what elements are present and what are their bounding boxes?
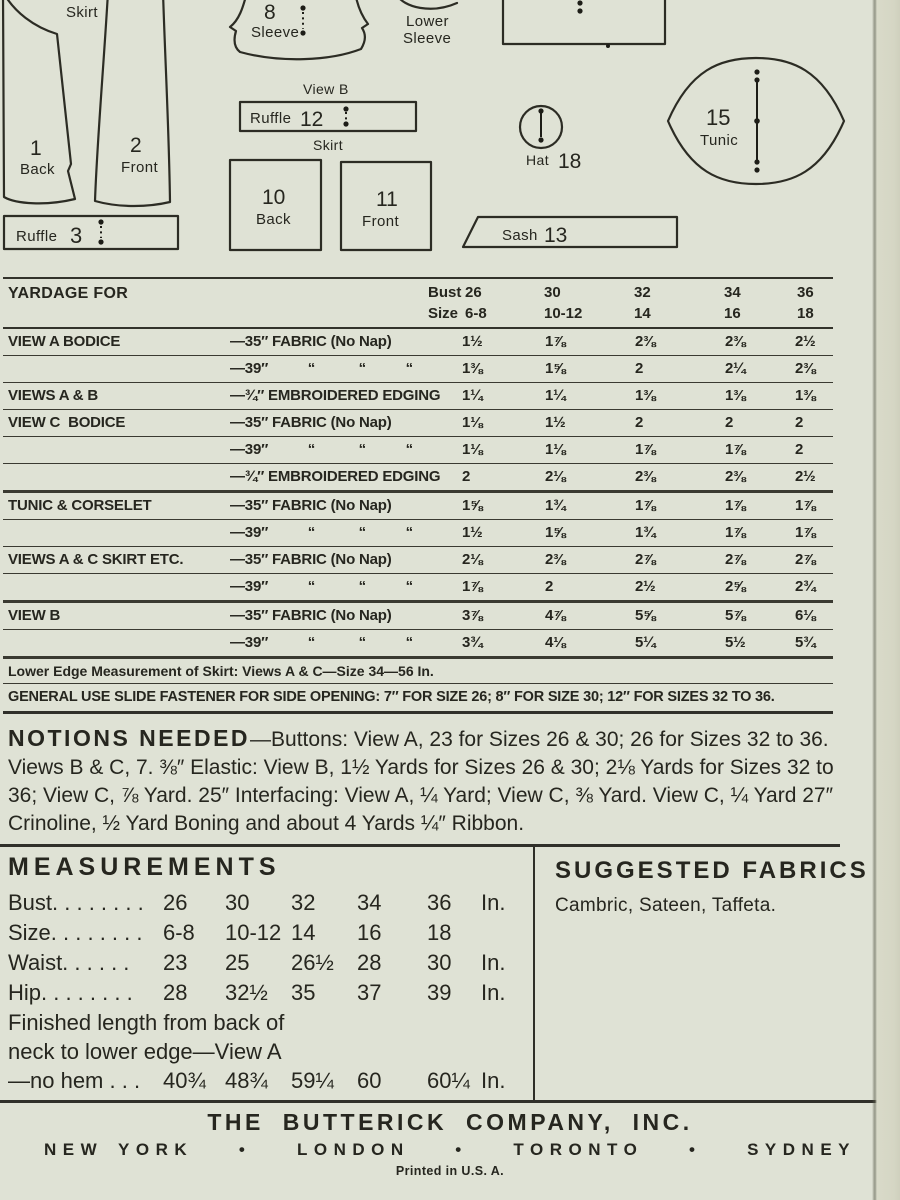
notions-paragraph: [0, 714, 840, 847]
view-b-label: View B: [303, 81, 349, 97]
measurements-rows: [8, 888, 533, 1008]
yardage-value: 1⅜: [725, 387, 746, 404]
yardage-value: 1⅞: [635, 497, 656, 514]
measurement-value: 28: [357, 950, 382, 975]
lower-sleeve-piece: [396, 0, 457, 9]
lower-sleeve-label-1: Lower: [406, 13, 449, 30]
measurement-value: 16: [357, 920, 382, 945]
yardage-row-spec: —35″ FABRIC (No Nap): [230, 497, 392, 514]
yardage-row: [3, 493, 833, 520]
yardage-row-label: [8, 520, 230, 546]
piece1-name: Back: [20, 161, 55, 178]
yardage-row: [3, 329, 833, 356]
yardage-row-label: VIEW A BODICE: [8, 333, 121, 350]
yardage-row-label: VIEWS A & B: [8, 387, 99, 404]
yardage-value: 1⅛: [462, 414, 483, 431]
yardage-value: 2⅜: [545, 551, 566, 568]
measurement-value: 48¾: [225, 1068, 268, 1093]
measurement-row: [8, 978, 533, 1008]
notions-text: —Buttons: View A, 23 for Sizes 26 & 30; 26 for Sizes 32 to 36. Views B & C, 7. ⅜″ Elastic: View B, 1½ Yards for Sizes 26 & 30; 2⅛ Yards for Sizes 32 to 36; View C, ⅞ Yard. 25″ Interfacing: View A, ¼ Yard; View C, ⅜ Yard. View C, ¼ Yard 27″ Crinoline, ½ Yard Boning and about 4 Yards ¼″ Ribbon.: [8, 728, 834, 835]
cities-line: NEW YORK • LONDON • TORONTO • SYDNEY: [43, 1140, 856, 1159]
measurement-unit: [481, 918, 521, 948]
yardage-row-spec: —39″ “ “ “: [230, 524, 413, 541]
yardage-row-spec: —39″ “ “ “: [230, 578, 413, 595]
yardage-value: 1¾: [635, 524, 656, 541]
ruffle3-label: Ruffle: [16, 228, 58, 245]
piece11-name: Front: [362, 213, 400, 230]
measurement-unit: In.: [481, 950, 506, 975]
yardage-value: 2⅞: [795, 551, 816, 568]
yardage-value: 2⅛: [545, 468, 566, 485]
yardage-value: 2⅛: [462, 551, 483, 568]
measurement-value: 37: [357, 980, 382, 1005]
measurement-unit: In.: [481, 980, 506, 1005]
yardage-value: 4⅞: [545, 607, 566, 624]
yardage-value: 1⅛: [462, 441, 483, 458]
bottom-section: [0, 847, 900, 1103]
yardage-rows: [3, 329, 833, 659]
size-value: 6-8: [465, 305, 487, 322]
bust-header-row: [428, 282, 837, 303]
measurement-value: 39: [427, 980, 452, 1005]
lower-sleeve-label-2: Sleeve: [403, 30, 452, 47]
measurements-title: MEASUREMENTS: [8, 853, 281, 881]
yardage-value: 1⅞: [462, 578, 483, 595]
measurement-row: [8, 918, 533, 948]
yardage-row-spec: —35″ FABRIC (No Nap): [230, 551, 392, 568]
measurement-unit: In.: [481, 890, 506, 915]
yardage-value: 5⅞: [725, 607, 746, 624]
yardage-row-spec: —35″ FABRIC (No Nap): [230, 333, 392, 350]
measurement-value: 28: [163, 980, 188, 1005]
measurement-value: 26: [163, 890, 188, 915]
measurement-value: 6-8: [163, 920, 195, 945]
sash13-label: Sash: [502, 227, 538, 244]
yardage-row: [3, 603, 833, 630]
yardage-row-label: [8, 630, 230, 656]
yardage-row: [3, 356, 833, 383]
footer: [0, 1103, 900, 1178]
ruffle3-number: 3: [70, 223, 83, 248]
yardage-value: 5½: [725, 634, 746, 651]
yardage-value: 1⅜: [462, 360, 483, 377]
yardage-value: 2⅜: [635, 468, 656, 485]
yardage-header: [3, 279, 833, 329]
pattern-pieces-diagram: [0, 0, 900, 277]
yardage-value: 2: [545, 578, 554, 595]
yardage-row: [3, 574, 833, 603]
piece10-number: 10: [262, 186, 286, 209]
yardage-value: 1⅛: [545, 441, 566, 458]
yardage-value: 1½: [545, 414, 566, 431]
yardage-value: 2⅞: [725, 551, 746, 568]
size-label: Size: [428, 305, 459, 322]
ruffle12-label: Ruffle: [250, 110, 292, 127]
measurement-unit: In.: [481, 1068, 506, 1093]
top-right-piece: [503, 0, 665, 44]
piece1-number: 1: [30, 137, 42, 160]
yardage-value: 2⅜: [725, 468, 746, 485]
yardage-value: 2: [635, 414, 644, 431]
yardage-value: 1⅜: [795, 387, 816, 404]
measurement-value: 40¾: [163, 1068, 206, 1093]
yardage-value: 1½: [462, 333, 483, 350]
yardage-value: 2: [635, 360, 644, 377]
measurement-label: Size. . . . . . . .: [8, 920, 143, 945]
yardage-row-spec: —39″ “ “ “: [230, 360, 413, 377]
sash13-number: 13: [544, 224, 568, 247]
yardage-row-label: TUNIC & CORSELET: [8, 497, 152, 514]
measurement-value: 35: [291, 980, 316, 1005]
yardage-value: 3⅞: [462, 607, 483, 624]
yardage-row-spec: —¾″ EMBROIDERED EDGING: [230, 387, 441, 404]
yardage-table: [3, 277, 833, 714]
measurement-value: 60¼: [427, 1068, 470, 1093]
measurement-value: 18: [427, 920, 452, 945]
yardage-value: 2¾: [795, 578, 816, 595]
yardage-value: 2: [725, 414, 734, 431]
yardage-row: [3, 630, 833, 659]
yardage-row: [3, 520, 833, 547]
measurement-row: [8, 948, 533, 978]
size-value: 18: [797, 305, 814, 322]
bust-label: Bust: [428, 284, 462, 301]
yardage-value: 2⅜: [725, 333, 746, 350]
finished-length-note-2: neck to lower edge—View A: [8, 1039, 282, 1064]
yardage-row: [3, 383, 833, 410]
yardage-row-label: [8, 356, 230, 382]
piece10-name: Back: [256, 211, 291, 228]
yardage-row-spec: —¾″ EMBROIDERED EDGING: [230, 468, 441, 485]
measurement-value: 34: [357, 890, 382, 915]
yardage-value: 2: [795, 414, 804, 431]
measurement-value: 23: [163, 950, 188, 975]
yardage-value: 6⅛: [795, 607, 816, 624]
measurement-value: 14: [291, 920, 316, 945]
lower-edge-note: Lower Edge Measurement of Skirt: Views A & C—Size 34—56 In.: [3, 659, 833, 684]
yardage-value: 1¼: [545, 387, 566, 404]
suggested-fabrics-text: Cambric, Sateen, Taffeta.: [555, 895, 777, 916]
measurement-value: 36: [427, 890, 452, 915]
measurements-section: [0, 847, 533, 1100]
yardage-value: 3¾: [462, 634, 483, 651]
yardage-row: [3, 437, 833, 464]
yardage-value: 1⅞: [795, 524, 816, 541]
yardage-value: 5⅝: [635, 607, 656, 624]
measurement-label: Bust. . . . . . . .: [8, 890, 144, 915]
hat-label: Hat: [526, 152, 549, 168]
yardage-value: 4⅛: [545, 634, 566, 651]
yardage-value: 1⅞: [545, 333, 566, 350]
skirt-group-label: Skirt: [66, 4, 98, 21]
measurement-value: 32½: [225, 980, 268, 1005]
yardage-value: 2¼: [725, 360, 746, 377]
yardage-row-label: [8, 464, 230, 490]
suggested-fabrics-section: [533, 847, 900, 1100]
yardage-value: 1⅞: [635, 441, 656, 458]
yardage-value: 2: [462, 468, 471, 485]
hat-number: 18: [558, 150, 582, 173]
bust-value: 30: [544, 284, 561, 301]
yardage-row-spec: —39″ “ “ “: [230, 634, 413, 651]
yardage-value: 2⅜: [635, 333, 656, 350]
bust-value: 34: [724, 284, 741, 301]
slide-fastener-note: GENERAL USE SLIDE FASTENER FOR SIDE OPENING: 7″ FOR SIZE 26; 8″ FOR SIZE 30; 12″ FOR SIZES 32 TO 36.: [3, 684, 833, 714]
ruffle12-number: 12: [300, 108, 324, 131]
bust-value: 36: [797, 284, 814, 301]
measurement-row: [8, 1066, 533, 1096]
yardage-value: 2⅜: [795, 360, 816, 377]
yardage-value: 2½: [795, 333, 816, 350]
measurement-value: 59¼: [291, 1068, 334, 1093]
yardage-title: YARDAGE FOR: [8, 285, 129, 302]
yardage-row: [3, 547, 833, 574]
measurement-value: 32: [291, 890, 316, 915]
yardage-value: 1½: [462, 524, 483, 541]
measurement-value: 30: [225, 890, 250, 915]
measurement-label: Hip. . . . . . . .: [8, 980, 133, 1005]
yardage-value: 2½: [795, 468, 816, 485]
yardage-value: 5¾: [795, 634, 816, 651]
yardage-value: 2½: [635, 578, 656, 595]
no-hem-row: [8, 1066, 533, 1096]
measurement-value: 26½: [291, 950, 334, 975]
yardage-row: [3, 410, 833, 437]
notions-heading: NOTIONS NEEDED: [8, 725, 251, 751]
measurement-label: Waist. . . . . .: [8, 950, 130, 975]
yardage-value: 1⅞: [725, 497, 746, 514]
tunic-number: 15: [706, 105, 731, 130]
measurement-value: 30: [427, 950, 452, 975]
size-value: 16: [724, 305, 741, 322]
yardage-row-label: [8, 437, 230, 463]
suggested-fabrics-title: SUGGESTED FABRICS: [555, 857, 869, 884]
bust-value: 32: [634, 284, 651, 301]
printed-in-usa: Printed in U.S. A.: [395, 1164, 505, 1178]
yardage-value: 1⅞: [795, 497, 816, 514]
measurement-value: 60: [357, 1068, 382, 1093]
measurement-row: [8, 888, 533, 918]
finished-length-note-1: Finished length from back of: [8, 1010, 285, 1035]
yardage-value: 5¼: [635, 634, 656, 651]
tunic-name: Tunic: [700, 132, 739, 149]
size-value: 14: [634, 305, 651, 322]
yardage-value: 1¼: [462, 387, 483, 404]
piece11-number: 11: [376, 188, 398, 211]
yardage-row-label: [8, 574, 230, 600]
yardage-row-label: VIEWS A & C SKIRT ETC.: [8, 551, 184, 568]
yardage-value: 1⅞: [725, 441, 746, 458]
company-name: THE BUTTERICK COMPANY, INC.: [207, 1109, 693, 1135]
sleeve8-number: 8: [264, 1, 276, 24]
yardage-row-label: VIEW C BODICE: [8, 414, 126, 431]
sash-piece: [463, 217, 677, 247]
yardage-value: 1¾: [545, 497, 566, 514]
bust-value: 26: [465, 284, 482, 301]
sleeve8-name: Sleeve: [251, 24, 300, 41]
yardage-row-spec: —35″ FABRIC (No Nap): [230, 414, 392, 431]
yardage-value: 2⅞: [635, 551, 656, 568]
piece2-number: 2: [130, 134, 142, 157]
yardage-value: 1⅞: [725, 524, 746, 541]
measurement-value: 25: [225, 950, 250, 975]
size-value: 10-12: [544, 305, 583, 322]
yardage-row-spec: —39″ “ “ “: [230, 441, 413, 458]
yardage-row: [3, 464, 833, 493]
yardage-value: 2: [795, 441, 804, 458]
yardage-row-label: VIEW B: [8, 607, 61, 624]
skirt-group-label-mid: Skirt: [313, 137, 343, 153]
yardage-row-spec: —35″ FABRIC (No Nap): [230, 607, 392, 624]
yardage-value: 1⅜: [635, 387, 656, 404]
yardage-value: 1⅝: [545, 360, 566, 377]
measurement-label: —no hem . . .: [8, 1068, 141, 1093]
yardage-value: 2⅝: [725, 578, 746, 595]
yardage-value: 1⅝: [462, 497, 483, 514]
yardage-value: 1⅝: [545, 524, 566, 541]
piece2-name: Front: [121, 159, 159, 176]
size-header-row: [428, 303, 837, 324]
measurement-value: 10-12: [225, 920, 282, 945]
